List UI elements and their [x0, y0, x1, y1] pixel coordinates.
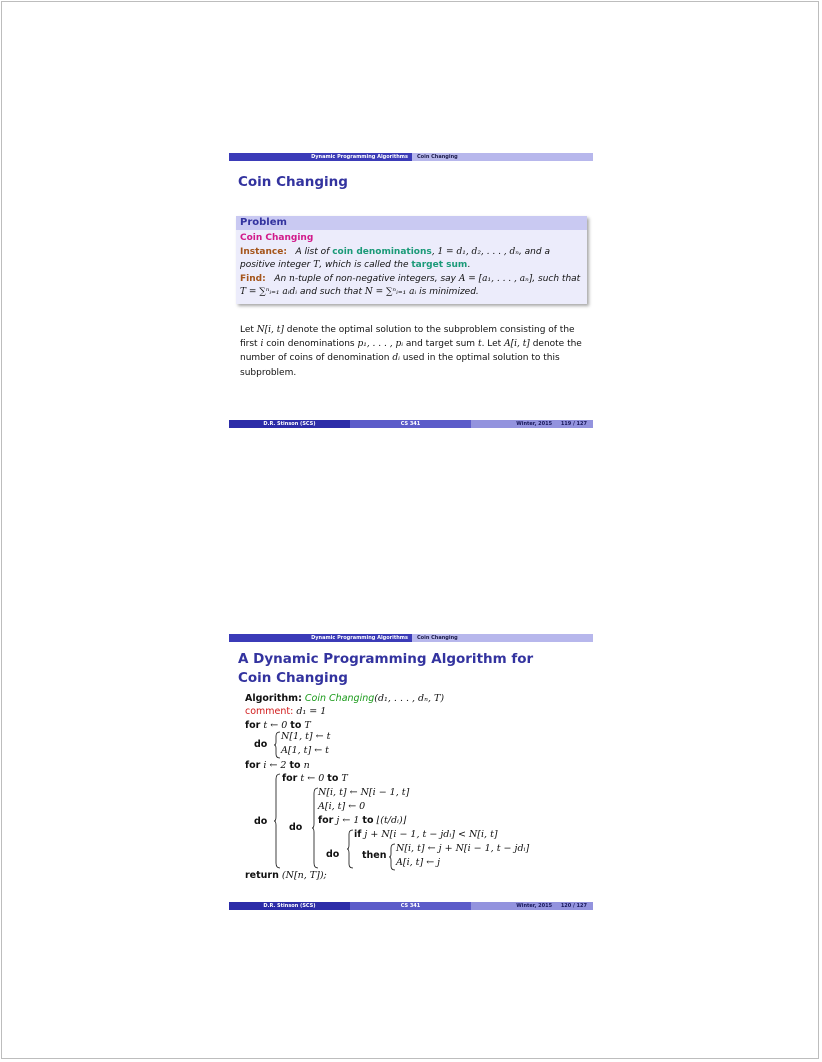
loop-math: ⌊(t/dᵢ)⌋ [376, 815, 407, 826]
for-keyword: for [245, 720, 261, 731]
instance-label: Instance: [240, 246, 287, 257]
loop-math: i ← 2 [263, 760, 287, 771]
do-keyword: do [254, 739, 268, 750]
for-line-3 [282, 773, 348, 785]
para-math: A[i, t] [504, 339, 530, 350]
to-keyword: to [327, 773, 339, 784]
loop-math: T [304, 720, 311, 731]
footer-term: Winter, 2015 [516, 421, 553, 427]
find-math2: T = ∑ⁿᵢ₌₁ aᵢdᵢ [240, 287, 298, 298]
para-text: denote the number of coins of denomination [240, 339, 582, 364]
para-math: dᵢ [392, 353, 400, 364]
header-section[interactable]: Dynamic Programming Algorithms [229, 634, 412, 642]
statement [281, 731, 330, 743]
slide-footer [229, 420, 593, 428]
return-math: (N[n, T]); [281, 870, 327, 881]
slide-footer [229, 902, 593, 910]
header-section[interactable]: Dynamic Programming Algorithms [229, 153, 412, 161]
statement [396, 843, 529, 855]
do-keyword-3 [289, 822, 302, 834]
para-math: N[i, t] [256, 325, 284, 335]
definition-paragraph [240, 323, 586, 380]
find-label: Find: [240, 273, 266, 284]
slide-header [229, 153, 593, 161]
comment-keyword: comment: [245, 706, 294, 717]
do-keyword: do [289, 822, 303, 833]
find-math1: A = [a₁, . . . , aₙ] [458, 273, 533, 284]
footer-term-page [471, 420, 593, 428]
algorithm-name: Coin Changing [304, 693, 375, 704]
find-text5: is minimized. [419, 287, 479, 298]
statement [318, 787, 409, 799]
statement [281, 745, 329, 757]
instance-text1: A list of [295, 246, 330, 257]
statement [396, 857, 440, 869]
para-math: p₁, . . . , pᵢ [357, 339, 404, 350]
for-line-4 [318, 815, 406, 827]
for-keyword: for [245, 760, 261, 771]
for-line-2 [245, 760, 310, 772]
find-n: n [289, 273, 295, 284]
para-text: and target sum [403, 339, 478, 350]
slide-title: A Dynamic Programming Algorithm for Coin Changing [238, 651, 534, 686]
problem-block-header: Problem [236, 216, 587, 230]
loop-math: n [303, 760, 310, 771]
instance-term: coin denominations [332, 246, 432, 257]
footer-course[interactable]: CS 341 [350, 902, 471, 910]
statement-math: A[i, t] ← 0 [318, 801, 366, 812]
para-text: Let [240, 325, 257, 335]
statement-math: N[i, t] ← j + N[i − 1, t − jdᵢ] [396, 843, 530, 854]
footer-course[interactable]: CS 341 [350, 420, 471, 428]
loop-math: j ← 1 [336, 815, 360, 826]
statement-math: A[1, t] ← t [281, 745, 329, 756]
instance-text2: , and a positive integer [240, 246, 550, 271]
footer-term-page [471, 902, 593, 910]
loop-math: T [341, 773, 348, 784]
problem-block-body [236, 230, 587, 304]
statement-math: N[1, t] ← t [281, 731, 331, 742]
instance-line [240, 246, 583, 273]
para-math: t [477, 339, 482, 350]
find-math3: N = ∑ⁿᵢ₌₁ aᵢ [364, 287, 417, 298]
footer-page-number: 120 / 127 [560, 903, 587, 909]
loop-math: t ← 0 [300, 773, 325, 784]
header-subsection[interactable]: Coin Changing [412, 634, 593, 642]
statement [318, 801, 365, 813]
then-keyword: then [362, 850, 387, 861]
find-text2: -tuple of non-negative integers, say [294, 273, 457, 284]
brace-1 [273, 731, 281, 759]
for-keyword: for [282, 773, 298, 784]
do-keyword-4 [326, 849, 339, 861]
then-keyword-line [362, 850, 387, 862]
brace-3 [311, 787, 319, 869]
comment-math: d₁ = 1 [296, 706, 327, 717]
find-text4: and such that [300, 287, 362, 298]
to-keyword: to [290, 720, 302, 731]
return-keyword: return [245, 870, 279, 881]
find-text3: , such that [532, 273, 581, 284]
footer-term: Winter, 2015 [516, 903, 553, 909]
footer-author[interactable]: D.R. Stinson (SCS) [229, 902, 350, 910]
loop-math: t ← 0 [263, 720, 288, 731]
statement-math: N[i, t] ← N[i − 1, t] [318, 787, 410, 798]
instance-T: T [313, 260, 320, 271]
do-keyword: do [254, 816, 268, 827]
instance-term2: target sum [411, 260, 468, 271]
brace-4 [346, 829, 354, 869]
slide-120 [229, 634, 593, 910]
algorithm-keyword: Algorithm: [245, 693, 302, 704]
comment-line [245, 706, 326, 718]
para-text: used in the optimal solution to this subproblem. [240, 353, 560, 378]
instance-math: , 1 = d₁, d₂, . . . , dₙ [431, 246, 519, 257]
algorithm-signature [245, 693, 444, 705]
algorithm-block [245, 693, 585, 883]
slide-title: Coin Changing [238, 174, 348, 190]
to-keyword: to [289, 760, 301, 771]
instance-end: . [467, 260, 471, 271]
slide-119 [229, 153, 593, 428]
do-keyword-1 [254, 739, 267, 751]
if-keyword: if [354, 829, 362, 840]
algorithm-args: (d₁, . . . , dₙ, T) [374, 693, 445, 704]
condition-math: j + N[i − 1, t − jdᵢ] < N[i, t] [364, 829, 498, 840]
para-text: denote the optimal solution to the subproblem consisting of the first [240, 325, 575, 350]
if-line [354, 829, 498, 841]
footer-author[interactable]: D.R. Stinson (SCS) [229, 420, 350, 428]
find-line [240, 273, 583, 300]
instance-text3: , which is called the [319, 260, 409, 271]
do-keyword-2 [254, 816, 267, 828]
para-math: i [260, 339, 264, 350]
statement-math: A[i, t] ← j [396, 857, 441, 868]
return-line [245, 870, 327, 882]
slide-header [229, 634, 593, 642]
para-text: coin denominations [263, 339, 358, 350]
footer-page-number: 119 / 127 [560, 421, 587, 427]
brace-5 [388, 843, 396, 871]
para-text: . Let [481, 339, 505, 350]
to-keyword: to [362, 815, 374, 826]
find-text1: An [274, 273, 287, 284]
do-keyword: do [326, 849, 340, 860]
for-keyword: for [318, 815, 334, 826]
problem-name: Coin Changing [240, 233, 314, 243]
header-subsection[interactable]: Coin Changing [412, 153, 593, 161]
problem-block [236, 216, 587, 304]
brace-2 [273, 773, 281, 869]
